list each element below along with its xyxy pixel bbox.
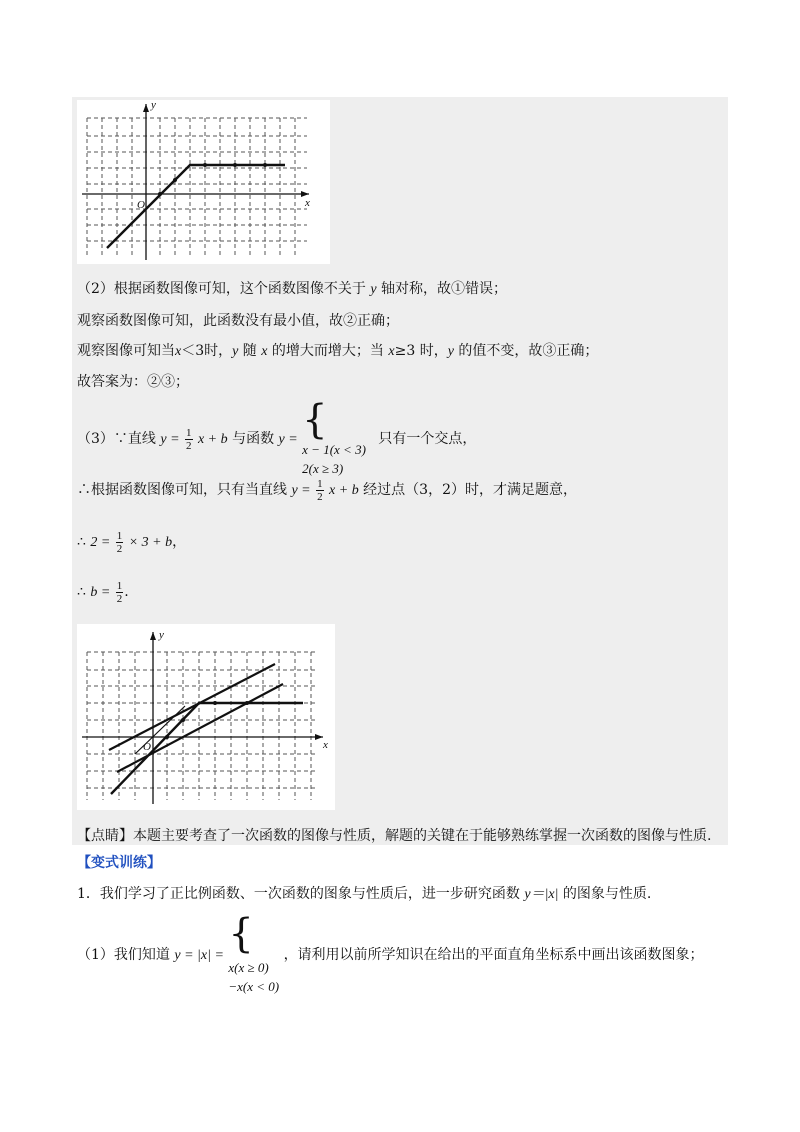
graph-2 xyxy=(77,624,335,810)
question-1-part-1: （1）我们知道 y = |x| = { x(x ≥ 0) −x(x < 0) ，请利用以前所学知识在给出的平面直角坐标系中画出该函数图象； xyxy=(77,911,704,994)
therefore-line-3: ∴ b = $\frac{1}{2}$ . xyxy=(77,579,129,605)
question-1: 1．我们学习了正比例函数、一次函数的图象与性质后，进一步研究函数 y＝|x| 的图象与性质. xyxy=(77,886,652,902)
graph-1-x-label: x xyxy=(305,197,310,209)
graph-2-origin-label: O xyxy=(143,741,151,753)
graph-2-svg xyxy=(77,624,335,810)
therefore-line-1: ∴根据函数图像可知，只有当直线 y = $\frac{1}{2}$ x + b 经过点（3，2）时，才满足题意， xyxy=(77,477,577,503)
graph-1-origin-label: O xyxy=(137,199,145,211)
part3-line: （3）∵直线 y = $\frac{1}{2}$ x + b 与函数 y = { x − 1(x < 3) 2(x ≥ 3) 只有一个交点， xyxy=(77,397,477,476)
answer-line: 故答案为：②③； xyxy=(77,374,189,390)
graph-2-y-label: y xyxy=(159,629,164,641)
monotonic-line: 观察图像可知当x＜3时，y 随 x 的增大而增大；当 x≥3 时，y 的值不变，故③正确； xyxy=(77,343,599,359)
therefore-line-2: ∴ 2 = $\frac{1}{2}$ × 3 + b， xyxy=(77,529,187,555)
variant-heading: 【变式训练】 xyxy=(77,855,161,871)
part2-line: （2）根据函数图像可知，这个函数图像不关于 y 轴对称，故①错误； xyxy=(77,281,508,297)
comment-line: 【点睛】本题主要考查了一次函数的图像与性质，解题的关键在于能够熟练掌握一次函数的图像与性质. xyxy=(77,828,712,844)
graph-1-svg xyxy=(77,100,330,264)
piecewise-function: { x − 1(x < 3) 2(x ≥ 3) xyxy=(302,397,366,476)
abs-piecewise-function: { x(x ≥ 0) −x(x < 0) xyxy=(228,911,280,994)
graph-1 xyxy=(77,100,330,264)
min-value-line: 观察函数图像可知，此函数没有最小值，故②正确； xyxy=(77,313,399,329)
graph-1-y-label: y xyxy=(151,100,156,111)
graph-2-x-label: x xyxy=(323,739,328,751)
